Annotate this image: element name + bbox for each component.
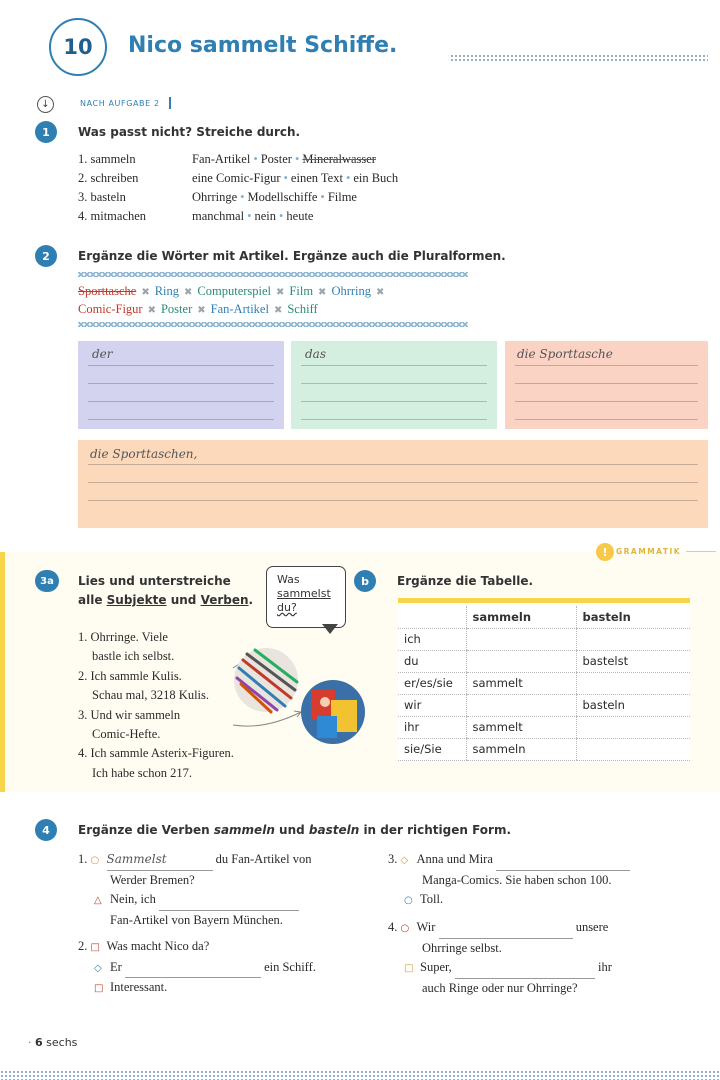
dialogue-3 bbox=[388, 850, 688, 911]
table-header bbox=[398, 606, 466, 628]
table-header: basteln bbox=[576, 606, 690, 628]
text: . bbox=[248, 593, 254, 607]
dialogue-text: Er bbox=[110, 959, 122, 974]
option[interactable]: Filme bbox=[327, 190, 357, 204]
text-line: Comic-Hefte. bbox=[92, 727, 161, 742]
verb-basteln: basteln bbox=[308, 823, 360, 837]
writing-line bbox=[301, 401, 487, 402]
x-separator: ✖ bbox=[318, 287, 327, 298]
x-separator: ✖ bbox=[197, 305, 206, 316]
text: und bbox=[166, 593, 201, 607]
answer-cell[interactable] bbox=[576, 738, 690, 760]
x-separator: ✖ bbox=[273, 305, 283, 316]
task-3a-title-line1: Lies und unterstreiche bbox=[78, 574, 231, 588]
bubble-tail bbox=[322, 624, 338, 634]
dialogue-text: Super, bbox=[420, 960, 452, 974]
dot-separator: • bbox=[240, 190, 245, 204]
writing-line bbox=[88, 401, 274, 402]
chapter-number: 10 bbox=[49, 18, 107, 76]
word-chip[interactable]: Ring bbox=[154, 284, 180, 298]
page-number-digit: 6 bbox=[35, 1036, 43, 1049]
word-chip[interactable]: Poster bbox=[160, 302, 193, 316]
text-line: 4. Ich sammle Asterix-Figuren. bbox=[78, 746, 234, 761]
answer-cell[interactable]: bastelst bbox=[576, 650, 690, 672]
square-icon: □ bbox=[404, 963, 414, 974]
option[interactable]: ein Buch bbox=[353, 171, 399, 185]
pronoun-cell: ich bbox=[398, 628, 466, 650]
table-row bbox=[398, 650, 690, 672]
table-row bbox=[398, 628, 690, 650]
word-chip[interactable]: Computerspiel bbox=[197, 284, 272, 298]
table-top-bar bbox=[398, 598, 690, 603]
dialogue-text: Nein, ich bbox=[110, 892, 156, 906]
x-separator: ✖ bbox=[184, 287, 193, 298]
text-line: 1. Ohrringe. Viele bbox=[78, 630, 168, 644]
table-row bbox=[398, 672, 690, 694]
pens-image bbox=[234, 648, 298, 712]
page-number bbox=[28, 1036, 77, 1049]
dot-separator: • bbox=[345, 171, 351, 185]
wavy-underline-verben bbox=[78, 610, 238, 614]
table-row bbox=[398, 716, 690, 738]
dialogue-text: Werder Bremen? bbox=[110, 872, 195, 887]
dialogue-text: unsere bbox=[575, 920, 609, 934]
der-label: der bbox=[92, 347, 113, 361]
text: und bbox=[274, 823, 309, 837]
info-icon: ! bbox=[596, 543, 614, 561]
der-box[interactable] bbox=[78, 341, 284, 429]
table-header: sammeln bbox=[466, 606, 576, 628]
circle-icon: ○ bbox=[90, 855, 100, 866]
dot-separator: • bbox=[279, 209, 284, 223]
text: in der richtigen Form. bbox=[359, 823, 512, 837]
pronoun-cell: er/es/sie bbox=[398, 672, 466, 694]
answer-blank[interactable]: Sammelst bbox=[107, 850, 213, 871]
dialogue-1 bbox=[78, 850, 378, 930]
task-1-verb: 3. basteln bbox=[78, 190, 126, 204]
plural-box[interactable] bbox=[78, 440, 708, 528]
grammar-bar bbox=[0, 552, 5, 792]
writing-line bbox=[515, 365, 698, 366]
task-1-number: 1 bbox=[35, 121, 57, 143]
page-title: Nico sammelt Schiffe. bbox=[128, 33, 398, 58]
word-chip[interactable]: Comic-Figur bbox=[78, 302, 143, 316]
dialogue-number: 1. bbox=[78, 852, 88, 866]
task-3a-number: 3a bbox=[35, 570, 59, 592]
text-line: Ich habe schon 217. bbox=[92, 765, 192, 780]
option[interactable]: manchmal bbox=[192, 209, 245, 223]
marker-bar bbox=[169, 97, 171, 109]
option[interactable]: Ohrringe bbox=[192, 190, 238, 204]
option[interactable]: Poster bbox=[260, 152, 292, 166]
task-1-verb: 2. schreiben bbox=[78, 171, 139, 185]
word-chip[interactable]: Schiff bbox=[287, 302, 318, 316]
plural-label: die Sporttaschen, bbox=[90, 447, 198, 461]
dot-separator: • bbox=[294, 152, 300, 166]
writing-line bbox=[515, 401, 698, 402]
dialogue-number: 4. bbox=[388, 920, 398, 934]
text: Ergänze die Verben bbox=[78, 823, 214, 837]
writing-line bbox=[88, 464, 698, 465]
diamond-icon: ◇ bbox=[400, 855, 409, 866]
word-chip[interactable]: Film bbox=[289, 284, 314, 298]
x-separator: ✖ bbox=[141, 287, 150, 298]
task-1-options bbox=[192, 152, 376, 167]
answer-cell[interactable] bbox=[466, 628, 576, 650]
word-bank-row-1 bbox=[78, 284, 389, 299]
word-chip[interactable]: Fan-Artikel bbox=[210, 302, 269, 316]
dot-separator: • bbox=[253, 152, 258, 166]
bubble-line: du? bbox=[277, 601, 297, 614]
task-3a-title-line2 bbox=[78, 593, 253, 607]
collection-illustrations bbox=[225, 640, 365, 750]
nach-aufgabe-label: NACH AUFGABE 2 bbox=[80, 99, 160, 108]
option[interactable]: eine Comic-Figur bbox=[192, 171, 281, 185]
dialogue-number: 3. bbox=[388, 852, 398, 866]
subjekte-word: Subjekte bbox=[106, 593, 167, 607]
x-separator: ✖ bbox=[147, 305, 156, 316]
x-separator: ✖ bbox=[376, 287, 385, 298]
x-separator: ✖ bbox=[276, 287, 285, 298]
das-label: das bbox=[305, 347, 326, 361]
answer-cell[interactable]: basteln bbox=[576, 694, 690, 716]
task-3b-title: Ergänze die Tabelle. bbox=[397, 574, 534, 588]
dialogue-text: du Fan-Artikel von bbox=[215, 852, 312, 866]
dialogue-text: Interessant. bbox=[110, 980, 168, 994]
dot-separator: • bbox=[247, 209, 252, 223]
option[interactable]: heute bbox=[286, 209, 314, 223]
answer-cell[interactable] bbox=[576, 716, 690, 738]
task-1-verb: 4. mitmachen bbox=[78, 209, 147, 223]
writing-line bbox=[515, 419, 698, 420]
dialogue-text: Toll. bbox=[420, 892, 444, 906]
text-line: 3. Und wir sammeln bbox=[78, 707, 181, 722]
grammatik-label: GRAMMATIK bbox=[616, 547, 682, 556]
pronoun-cell: du bbox=[398, 650, 466, 672]
bubble-line: Was bbox=[277, 573, 300, 586]
title-dotted-rule bbox=[450, 54, 708, 62]
task-3a-text bbox=[78, 628, 234, 783]
footer-dotted-band bbox=[0, 1070, 720, 1080]
answer-cell[interactable] bbox=[466, 694, 576, 716]
option[interactable]: einen Text bbox=[290, 171, 343, 185]
option[interactable]: Modellschiffe bbox=[247, 190, 318, 204]
word-chip[interactable]: Sporttasche bbox=[78, 284, 137, 298]
task-1-options bbox=[192, 190, 357, 205]
table-row bbox=[398, 694, 690, 716]
footer-dot-icon: · bbox=[28, 1036, 32, 1049]
dialogue-text: Was macht Nico da? bbox=[106, 939, 210, 953]
table-header-row bbox=[398, 606, 690, 628]
square-icon: □ bbox=[94, 983, 104, 994]
pronoun-cell: wir bbox=[398, 694, 466, 716]
answer-cell[interactable]: sammeln bbox=[466, 738, 576, 760]
diamond-icon: ◇ bbox=[94, 962, 102, 974]
option-struck[interactable]: Mineralwasser bbox=[302, 152, 376, 166]
writing-line bbox=[515, 383, 698, 384]
answer-cell[interactable]: sammelt bbox=[466, 716, 576, 738]
dot-separator: • bbox=[320, 190, 325, 204]
table-row bbox=[398, 738, 690, 760]
option[interactable]: Fan-Artikel bbox=[192, 152, 251, 166]
task-1-title: Was passt nicht? Streiche durch. bbox=[78, 125, 301, 139]
dialogue-text: Fan-Artikel von Bayern München. bbox=[110, 912, 283, 927]
pointer-line bbox=[233, 712, 301, 726]
writing-line bbox=[301, 383, 487, 384]
die-box[interactable] bbox=[505, 341, 708, 429]
dialogue-text: auch Ringe oder nur Ohrringe? bbox=[422, 980, 578, 995]
dialogue-text: Ohrringe selbst. bbox=[422, 940, 502, 955]
writing-line bbox=[88, 383, 274, 384]
writing-line bbox=[301, 365, 487, 366]
task-3b-letter: b bbox=[354, 570, 376, 592]
grammatik-rule bbox=[686, 551, 716, 552]
dialogue-text: Anna und Mira bbox=[416, 852, 493, 866]
circle-icon: ○ bbox=[400, 923, 410, 934]
pronoun-cell: sie/Sie bbox=[398, 738, 466, 760]
writing-line bbox=[88, 500, 698, 501]
wavy-rule-bottom bbox=[78, 322, 468, 327]
word-bank-row-2 bbox=[78, 302, 318, 317]
dialogue-4 bbox=[388, 918, 688, 998]
triangle-icon: △ bbox=[94, 895, 102, 906]
word-chip[interactable]: Ohrring bbox=[331, 284, 372, 298]
task-4-number: 4 bbox=[35, 819, 57, 841]
writing-line bbox=[88, 482, 698, 483]
pronoun-cell: ihr bbox=[398, 716, 466, 738]
task-2-number: 2 bbox=[35, 245, 57, 267]
die-label: die Sporttasche bbox=[517, 347, 613, 361]
option[interactable]: nein bbox=[254, 209, 276, 223]
verb-sammeln: sammeln bbox=[213, 823, 275, 837]
speech-bubble bbox=[266, 566, 346, 628]
answer-cell[interactable] bbox=[576, 628, 690, 650]
task-2-title: Ergänze die Wörter mit Artikel. Ergänze auch die Pluralformen. bbox=[78, 249, 506, 263]
circle-icon: ○ bbox=[404, 895, 413, 906]
dialogue-text: ein Schiff. bbox=[264, 959, 316, 974]
text: alle bbox=[78, 593, 107, 607]
writing-line bbox=[88, 419, 274, 420]
text-line: 2. Ich sammle Kulis. bbox=[78, 668, 182, 683]
task-1-options bbox=[192, 171, 398, 186]
writing-line bbox=[88, 365, 274, 366]
arrow-down-icon: ↓ bbox=[37, 96, 54, 113]
das-box[interactable] bbox=[291, 341, 497, 429]
wavy-rule-top bbox=[78, 272, 468, 277]
task-4-title bbox=[78, 823, 511, 837]
dialogue-text: ihr bbox=[598, 960, 612, 974]
square-icon: □ bbox=[90, 942, 100, 953]
task-1-options bbox=[192, 209, 313, 224]
verben-word: Verben bbox=[200, 593, 249, 607]
text-line: bastle ich selbst. bbox=[92, 649, 175, 664]
dialogue-number: 2. bbox=[78, 939, 88, 953]
page-number-word: sechs bbox=[46, 1036, 78, 1049]
task-1-verb: 1. sammeln bbox=[78, 152, 136, 166]
answer-cell[interactable] bbox=[576, 672, 690, 694]
conjugation-table bbox=[398, 606, 690, 761]
dialogue-text: Manga-Comics. Sie haben schon 100. bbox=[422, 872, 612, 887]
dialogue-text: Wir bbox=[416, 920, 436, 934]
text-line: Schau mal, 3218 Kulis. bbox=[92, 688, 210, 703]
answer-cell[interactable]: sammelt bbox=[466, 672, 576, 694]
comics-image bbox=[301, 680, 365, 744]
bubble-line: sammelst bbox=[277, 587, 331, 600]
dialogue-2 bbox=[78, 937, 378, 999]
writing-line bbox=[301, 419, 487, 420]
dot-separator: • bbox=[283, 171, 288, 185]
answer-cell[interactable] bbox=[466, 650, 576, 672]
